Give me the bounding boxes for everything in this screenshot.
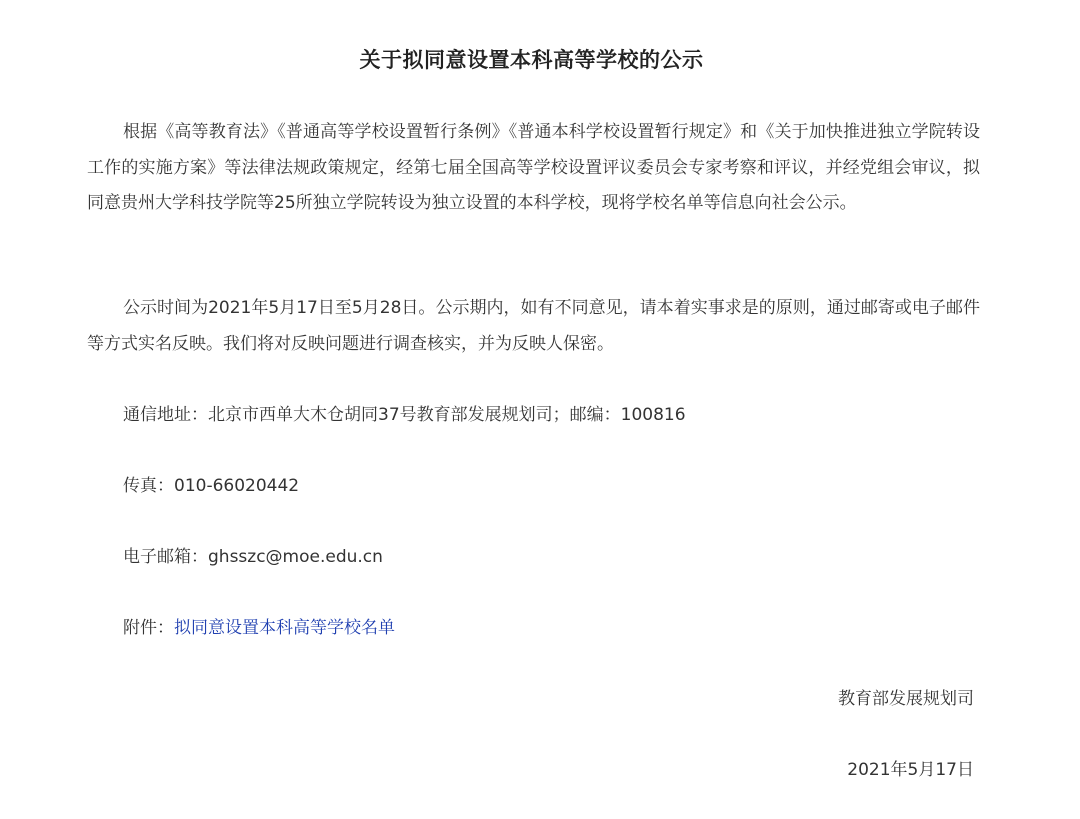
email-label: 电子邮箱： — [123, 547, 208, 567]
address-value: 北京市西单大木仓胡同37号教育部发展规划司；邮编：100816 — [208, 405, 686, 425]
body-paragraph-period: 公示时间为2021年5月17日至5月28日。公示期内，如有不同意见，请本着实事求是的原则，通过邮寄或电子邮件等方式实名反映。我们将对反映问题进行调查核实，并为反映人保密。 — [87, 298, 980, 354]
fax-value: 010-66020442 — [174, 476, 300, 496]
address-label: 通信地址： — [123, 405, 208, 425]
document-title: 关于拟同意设置本科高等学校的公示 — [359, 48, 704, 72]
signature-department: 教育部发展规划司 — [838, 689, 974, 709]
contact-fax — [123, 471, 299, 501]
body-paragraph-basis: 根据《高等教育法》《普通高等学校设置暂行条例》《普通本科学校设置暂行规定》和《关于加快推进独立学院转设工作的实施方案》等法律法规政策规定，经第七届全国高等学校设置评议委员会专家考察和评议，并经党组会审议，拟同意贵州大学科技学院等25所独立学院转设为独立设置的本科学校，现将学校名单等信息向社会公示。 — [87, 122, 980, 213]
attachment-line — [123, 613, 395, 643]
signature-date: 2021年5月17日 — [847, 760, 974, 780]
fax-label: 传真： — [123, 476, 174, 496]
attachment-label: 附件： — [123, 618, 174, 638]
contact-address — [123, 400, 686, 430]
contact-email — [123, 542, 383, 572]
email-value: ghsszc@moe.edu.cn — [208, 547, 383, 567]
attachment-link[interactable]: 拟同意设置本科高等学校名单 — [174, 618, 395, 638]
